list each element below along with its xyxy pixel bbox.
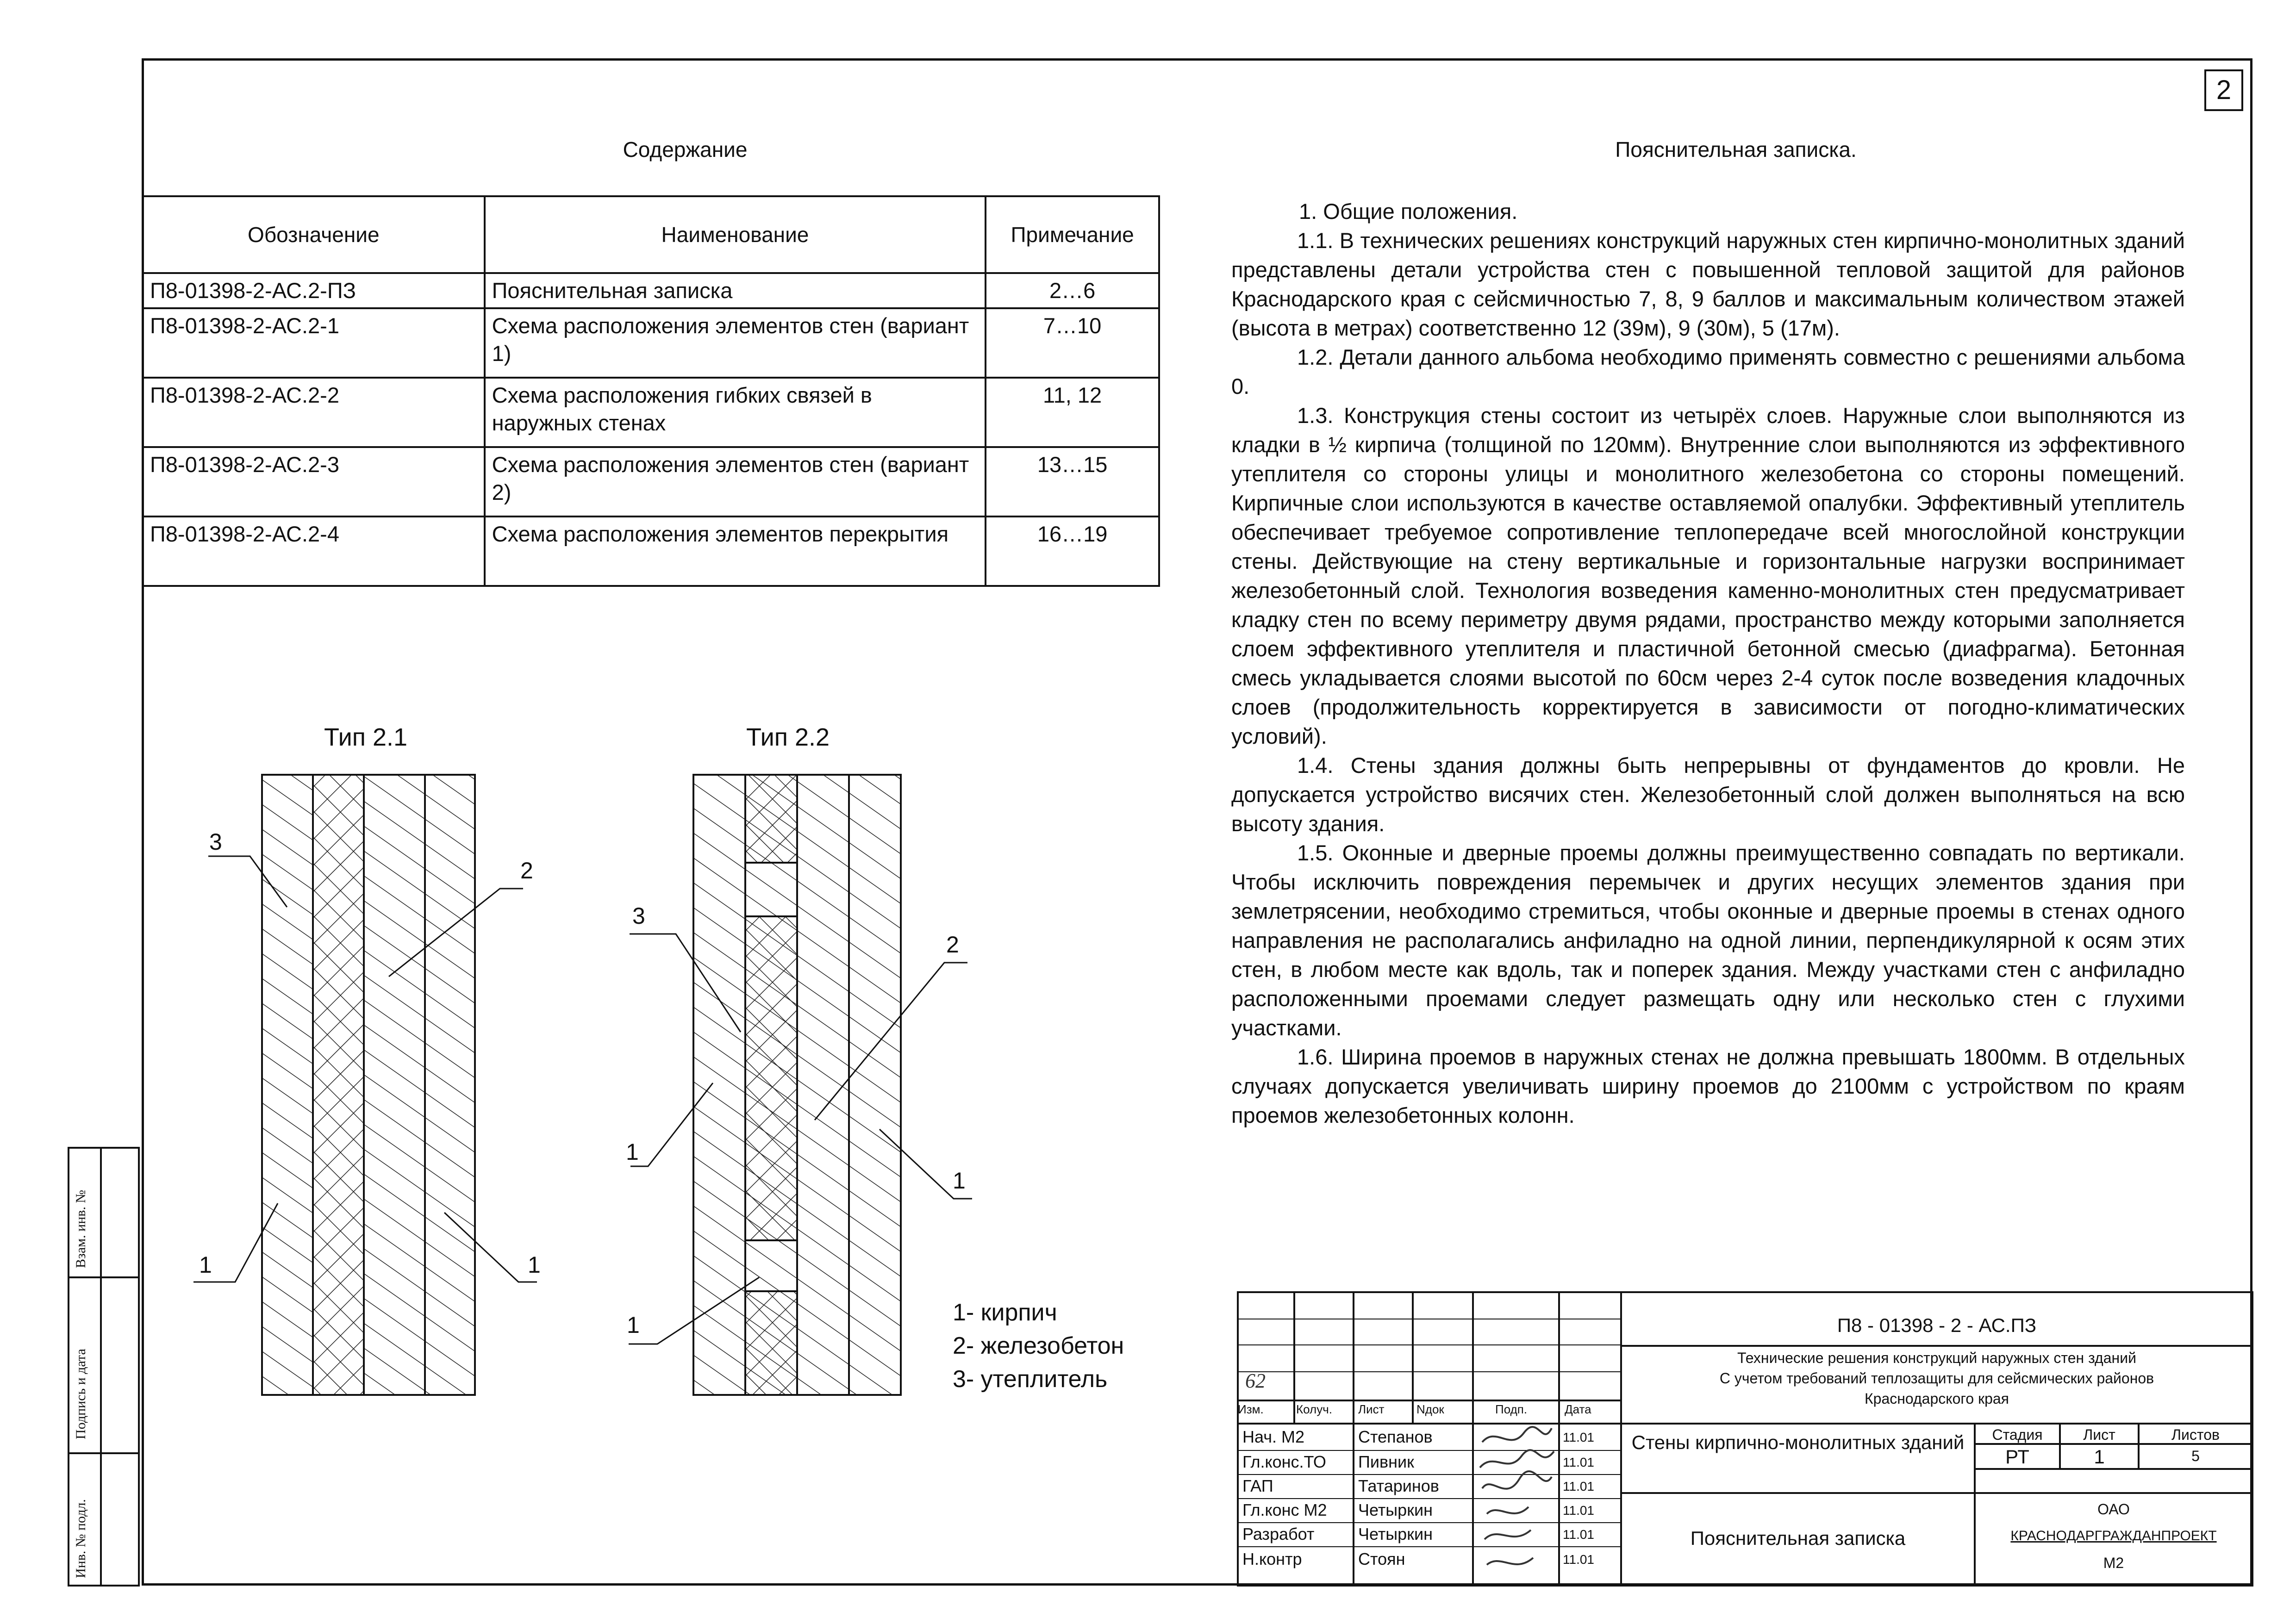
note-paragraph: 1.3. Конструкция стены состоит из четырёх слоев. Наружные слои выполняются из кладки в ½ кирпича (толщиной по 120мм). Внутренние слои выполняются из эффективного утеплителя со стороны улицы и монолитного железобетона со стороны помещений. Кирпичные слои используются в качестве оставляемой опалубки. Эффективный утеплитель обеспечивает требуемое сопротивление теплопередаче всей многослойной конструкции стены. Действующие на стену вертикальные и горизонтальные нагрузки воспринимает железобетонный слой. Технология возведения каменно-монолитных стен предусматривает кладку стен по всему периметру двумя рядами, пространство между которыми заполняется слоем эффективного утеплителя и пластичной бетонной смесью (диафрагма). Бетонная смесь укладывается слоями высотой по 60см через 2-4 суток после возведения кладочных слоев (продолжительность корректируется в зависимости от погодно-климатических условий).	[1231, 403, 2185, 748]
sheet-label: Лист	[2083, 1426, 2115, 1443]
person-date: 11.01	[1563, 1527, 1594, 1542]
col-header-podp: Подп.	[1495, 1402, 1528, 1416]
person-role: Гл.конс М2	[1242, 1500, 1327, 1519]
note-title: Пояснительная записка.	[1615, 137, 1857, 162]
note-paragraph: 1.5. Оконные и дверные проемы должны преимущественно совпадать по вертикали. Чтобы исключить повреждения перемычек и других несущих элементов здания при землетрясении, необходимо стремиться, чтобы оконные и дверные проемы в стенах одного направления не располагались анфиладно на одной линии, перпендикулярной к осям этих стен, в любом месте как вдоль, так и поперек здания. Между участками стен с анфиладно расположенными проемами следует размещать одну или несколько стен с глухими участками.	[1231, 840, 2185, 1040]
person-name: Пивник	[1358, 1452, 1414, 1471]
contents-title: Содержание	[623, 137, 748, 162]
person-name: Степанов	[1358, 1427, 1433, 1446]
org-line: ОАО	[2097, 1501, 2130, 1518]
concrete-layer	[364, 775, 425, 1395]
person-name: Стоян	[1358, 1549, 1405, 1568]
row-name: Схема расположения элементов стен (вариант 1)	[485, 308, 986, 378]
sheet-title: Пояснительная записка	[1690, 1527, 1906, 1549]
label-2: 2	[520, 858, 533, 884]
sheets-value: 5	[2191, 1448, 2200, 1464]
organization	[1975, 1496, 2252, 1576]
document-code: П8 - 01398 - 2 - АС.ПЗ	[1837, 1314, 2037, 1336]
note-paragraph: 1.4. Стены здания должны быть непрерывны от фундаментов до кровли. Не допускается устройство висячих стен. Железобетонный слой должен выполняться на всю высоту здания.	[1231, 753, 2185, 836]
side-label-signature-date: Подпись и дата	[73, 1349, 88, 1439]
legend-item: 2- железобетон	[953, 1332, 1124, 1359]
person-role: ГАП	[1242, 1476, 1273, 1495]
row-name: Схема расположения элементов перекрытия	[485, 516, 986, 586]
person-date: 11.01	[1563, 1552, 1594, 1567]
brick-layer-outer	[693, 775, 745, 1395]
row-designation: П8-01398-2-АС.2-2	[143, 378, 485, 447]
row-note: 16…19	[986, 516, 1159, 586]
person-name: Татаринов	[1358, 1476, 1439, 1495]
sheets-label: Листов	[2171, 1426, 2220, 1443]
row-note: 13…15	[986, 447, 1159, 516]
person-date: 11.01	[1563, 1430, 1594, 1444]
project-title-line: Краснодарского края	[1865, 1390, 2009, 1407]
row-note: 7…10	[986, 308, 1159, 378]
row-designation: П8-01398-2-АС.2-1	[143, 308, 485, 378]
row-designation: П8-01398-2-АС.2-3	[143, 447, 485, 516]
note-section-heading: 1. Общие положения.	[1299, 199, 1518, 224]
person-role: Нач. М2	[1242, 1427, 1304, 1446]
insulation-segment	[745, 775, 797, 863]
legend-item: 1- кирпич	[953, 1299, 1057, 1326]
person-date: 11.01	[1563, 1479, 1594, 1493]
row-name: Схема расположения элементов стен (вариант 2)	[485, 447, 986, 516]
row-note: 11, 12	[986, 378, 1159, 447]
col-header-kol: Колуч.	[1296, 1402, 1332, 1416]
org-line: М2	[2103, 1555, 2124, 1571]
row-note: 2…6	[986, 273, 1159, 308]
project-title-line: С учетом требований теплозащиты для сейсмических районов	[1719, 1370, 2154, 1387]
label-1: 1	[199, 1252, 212, 1278]
row-name: Пояснительная записка	[485, 273, 986, 308]
stage-label: Стадия	[1992, 1426, 2043, 1443]
material-legend	[953, 1296, 1124, 1396]
insulation-segment	[745, 1291, 797, 1395]
person-date: 11.01	[1563, 1503, 1594, 1518]
label-3: 3	[632, 903, 645, 929]
designation-header: Обозначение	[143, 196, 485, 273]
signature-scribbles	[1473, 1424, 1559, 1586]
brick-layer-outer	[262, 775, 313, 1395]
person-name: Четыркин	[1358, 1524, 1433, 1543]
legend-item: 3- утеплитель	[953, 1366, 1108, 1393]
label-2: 2	[946, 932, 959, 958]
label-1: 1	[528, 1252, 541, 1278]
project-title	[1621, 1348, 2252, 1409]
brick-layer-inner	[849, 775, 901, 1395]
type-2-1-section	[193, 775, 537, 1395]
side-label-original-inv: Инв. № подл.	[73, 1499, 88, 1578]
concrete-layer	[797, 775, 849, 1395]
person-date: 11.01	[1563, 1455, 1594, 1469]
person-name: Четыркин	[1358, 1500, 1433, 1519]
insulation-segment	[745, 916, 797, 1240]
col-header-izm: Изм.	[1238, 1402, 1264, 1416]
label-1: 1	[953, 1168, 966, 1194]
note-paragraph: 1.2. Детали данного альбома необходимо применять совместно с решениями альбома 0.	[1231, 345, 2185, 398]
stage-value: РТ	[2005, 1446, 2029, 1468]
note-header: Примечание	[986, 196, 1159, 273]
brick-layer-inner	[425, 775, 475, 1395]
type-2-2-section	[629, 775, 972, 1395]
label-1: 1	[626, 1139, 639, 1165]
project-title-line: Технические решения конструкций наружных стен зданий	[1737, 1350, 2136, 1366]
org-line: КРАСНОДАРГРАЖДАНПРОЕКТ	[2010, 1528, 2217, 1543]
row-designation: П8-01398-2-АС.2-ПЗ	[143, 273, 485, 308]
row-name: Схема расположения гибких связей в наружных стенах	[485, 378, 986, 447]
col-header-date: Дата	[1565, 1402, 1591, 1416]
name-header: Наименование	[485, 196, 986, 273]
col-header-ndok: Nдок	[1416, 1402, 1444, 1416]
row-designation: П8-01398-2-АС.2-4	[143, 516, 485, 586]
side-label-replacement-inv: Взам. инв. №	[73, 1189, 88, 1268]
sheet-value: 1	[2094, 1446, 2105, 1468]
col-header-list: Лист	[1358, 1402, 1385, 1416]
label-3: 3	[209, 829, 222, 855]
note-paragraph: 1.6. Ширина проемов в наружных стенах не должна превышать 1800мм. В отдельных случаях допускается увеличивать ширину проемов до 2100мм с устройством по краям проемов железобетонных колонн.	[1231, 1045, 2185, 1127]
type-2-1-title: Тип 2.1	[324, 723, 408, 751]
page-number-box: 2	[2204, 69, 2243, 111]
insulation-layer	[313, 775, 364, 1395]
person-role: Н.контр	[1242, 1549, 1302, 1568]
handwritten-mark: 62	[1245, 1369, 1266, 1392]
person-role: Разработ	[1242, 1524, 1315, 1543]
note-paragraph: 1.1. В технических решениях конструкций наружных стен кирпично-монолитных зданий представлены детали устройства стен с повышенной тепловой защитой для районов Краснодарского края с сейсмичностью 7, 8, 9 баллов и максимальным количеством этажей (высота в метрах) соответственно 12 (39м), 9 (30м), 5 (17м).	[1231, 228, 2185, 340]
type-2-2-title: Тип 2.2	[746, 723, 830, 751]
label-1: 1	[627, 1312, 640, 1338]
person-role: Гл.конс.ТО	[1242, 1452, 1326, 1471]
drawing-title: Стены кирпично-монолитных зданий	[1631, 1431, 1965, 1453]
